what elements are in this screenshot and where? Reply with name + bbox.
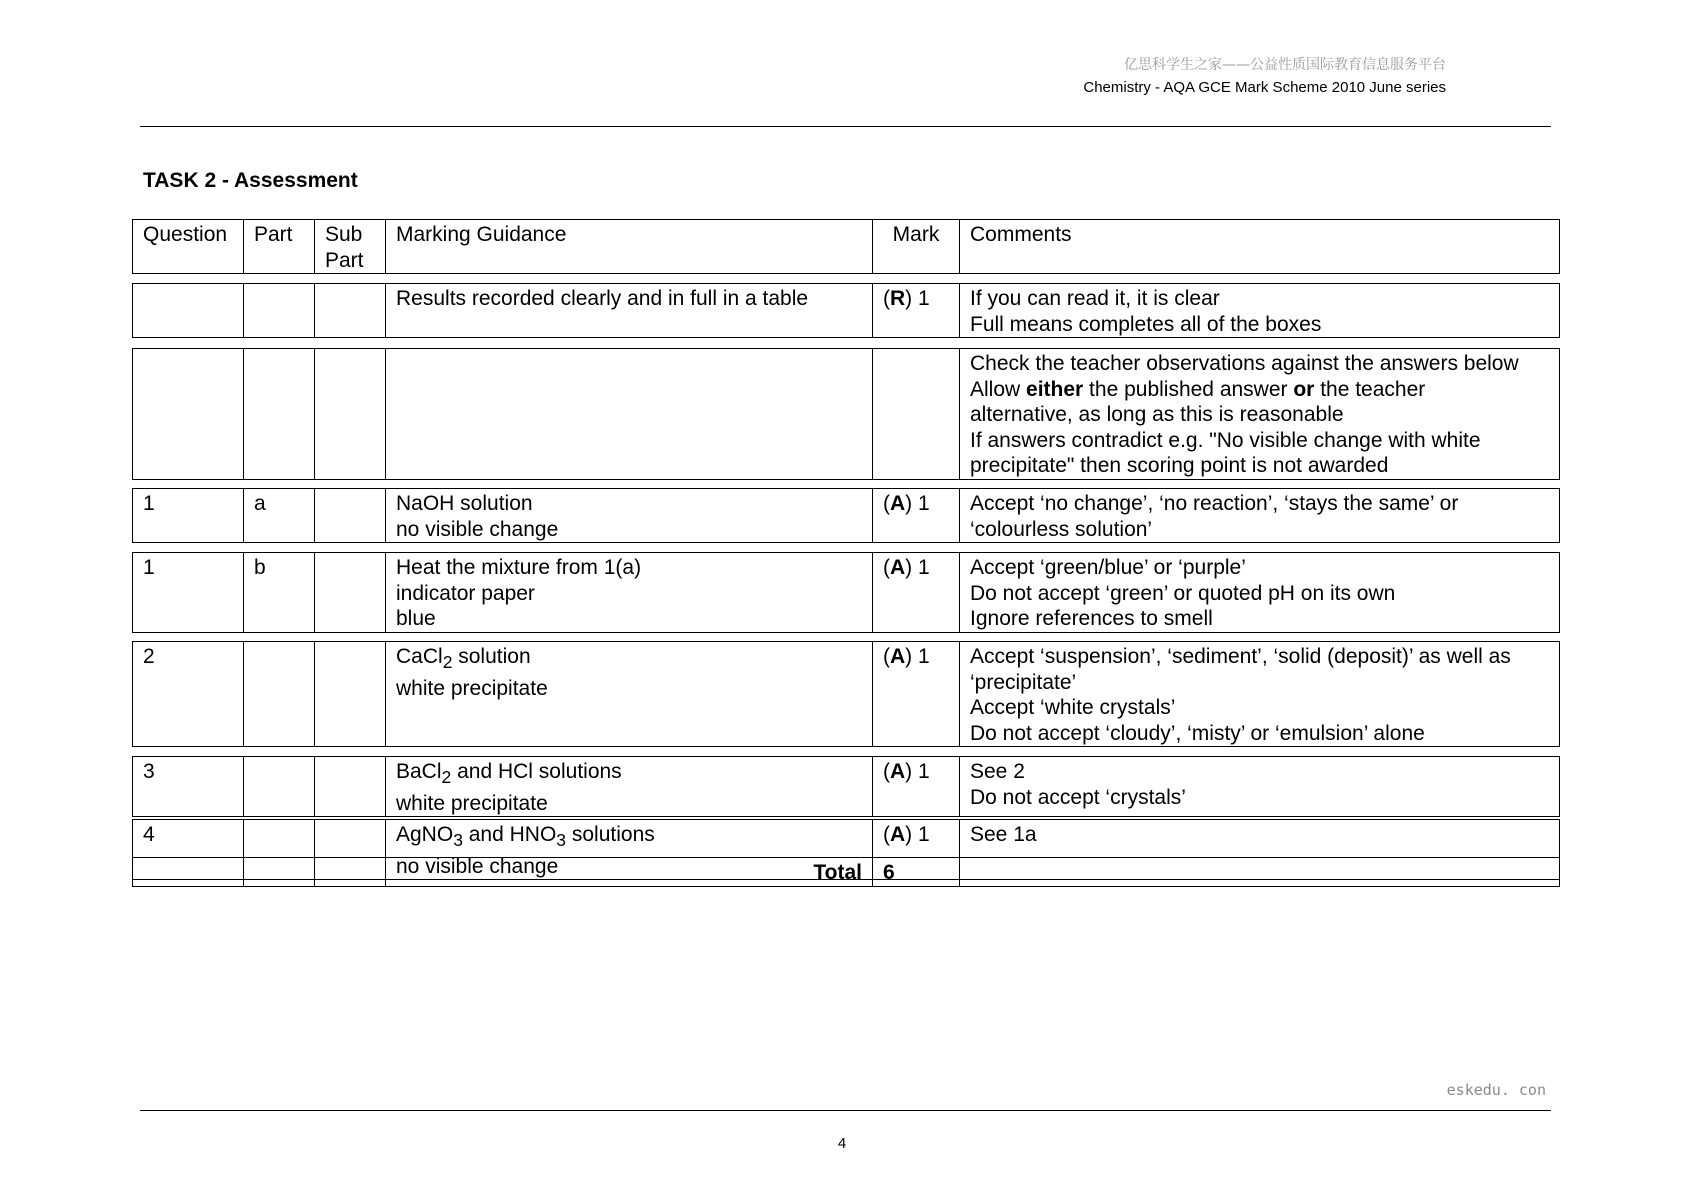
page-number: 4 xyxy=(837,1135,847,1152)
total-label: Total xyxy=(386,858,873,887)
part-cell: b xyxy=(244,553,315,633)
question-cell: 4 xyxy=(133,820,244,880)
total-row xyxy=(132,857,1560,887)
mark-cell: (A) 1 xyxy=(873,642,960,747)
marking-guidance-cell: CaCl$_2$ solutionwhite precipitate xyxy=(386,642,873,747)
marking-guidance-cell: NaOH solutionno visible change xyxy=(386,489,873,543)
comments-cell: Accept ‘no change’, ‘no reaction’, ‘stays the same’ or ‘colourless solution’ xyxy=(960,489,1560,543)
marking-guidance-cell: AgNO$_3$ and $HNO_3$ solutionsno visible change xyxy=(386,820,873,880)
column-header-sub-part: Sub Part xyxy=(315,220,386,274)
header-rule xyxy=(140,126,1551,127)
comments-cell: Accept ‘green/blue’ or ‘purple’ Do not accept ‘green’ or quoted pH on its own Ignore references to smell xyxy=(960,553,1560,633)
task-heading: TASK 2 - Assessment xyxy=(143,169,358,192)
question-cell: 3 xyxy=(133,757,244,817)
column-header-question: Question xyxy=(133,220,244,274)
marking-guidance-cell: Heat the mixture from 1(a) indicator paper blue xyxy=(386,553,873,633)
footer-rule xyxy=(140,1110,1551,1111)
mark-cell: (A) 1 xyxy=(873,820,960,880)
table-header-row xyxy=(132,219,1560,274)
question-cell: 2 xyxy=(133,642,244,747)
table-row xyxy=(132,283,1560,338)
comments-cell: Accept ‘suspension’, ‘sediment’, ‘solid (deposit)’ as well as ‘precipitate’ Accept ‘white crystals’ Do not accept ‘cloudy’, ‘misty’ or ‘emulsion’ alone xyxy=(960,642,1560,747)
question-cell: 1 xyxy=(133,553,244,633)
comments-cell: If you can read it, it is clear Full means completes all of the boxes xyxy=(960,284,1560,338)
mark-cell: (R) 1 xyxy=(873,284,960,338)
table-row xyxy=(132,641,1560,747)
table-row xyxy=(132,488,1560,543)
comments-cell: See 1a xyxy=(960,820,1560,880)
header-site-name: 亿思科学生之家——公益性质国际教育信息服务平台 xyxy=(1124,57,1446,73)
watermark: eskedu. con xyxy=(1446,1081,1546,1099)
mark-cell: (A) 1 xyxy=(873,489,960,543)
column-header-mark: Mark xyxy=(873,220,960,274)
table-row xyxy=(132,552,1560,633)
mark-cell: (A) 1 xyxy=(873,757,960,817)
question-cell: 1 xyxy=(133,489,244,543)
header-document-title: Chemistry - AQA GCE Mark Scheme 2010 June series xyxy=(1083,79,1446,96)
part-cell: a xyxy=(244,489,315,543)
table-row xyxy=(132,348,1560,480)
comments-cell: Check the teacher observations against the answers below Allow either the published answer or the teacher alternative, as long as this is reasonable If answers contradict e.g. "No visible change with white precipitate" then scoring point is not awarded xyxy=(960,349,1560,480)
mark-cell: (A) 1 xyxy=(873,553,960,633)
total-value: 6 xyxy=(873,858,960,887)
table-row xyxy=(132,756,1560,817)
column-header-marking-guidance: Marking Guidance xyxy=(386,220,873,274)
marking-guidance-cell: BaCl$_2$ and HCl solutionswhite precipitate xyxy=(386,757,873,817)
column-header-part: Part xyxy=(244,220,315,274)
column-header-comments: Comments xyxy=(960,220,1560,274)
marking-guidance-cell: Results recorded clearly and in full in a table xyxy=(386,284,873,338)
comments-cell: See 2 Do not accept ‘crystals’ xyxy=(960,757,1560,817)
